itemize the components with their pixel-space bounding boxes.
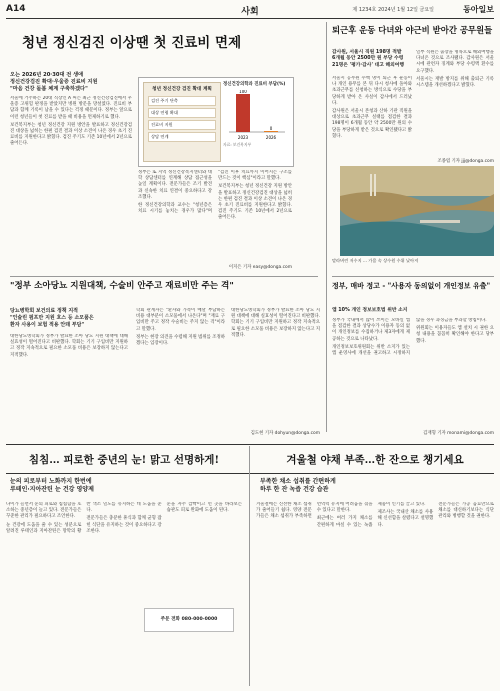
- paragraph: 정부가 국내에서 많이 쓰이는 모바일 앱을 점검한 결과 상당수가 이용자 동의 없이 개인정보를 수집하거나 제3자에게 제공하는 것으로 나타났다.: [332, 318, 410, 342]
- chart-value-label: 100: [239, 89, 247, 94]
- infographic-right-panel: [223, 82, 289, 160]
- ad-subhead: 하루 한 잔 녹즙 건강 습관: [260, 486, 329, 493]
- chart-title: 정신건강의학과 진료비 부담(%): [223, 82, 286, 87]
- quote-story-headline: "정부 소아당뇨 지원대책, 수술비 안주고 재료비만 주는 격": [10, 281, 234, 291]
- chart-source: 자료: 보건복지부: [223, 141, 252, 147]
- bar-chart: [223, 90, 289, 142]
- paragraph: 최근에는 여러 가지 채소를 간편하게 마실 수 있는 녹즙 제품이 인기를 끌고 있다.: [316, 502, 426, 528]
- news-photo: [340, 166, 494, 256]
- ad-subhead: 눈의 피로부터 노화까지 한번에: [10, 478, 92, 485]
- ad-subhead: 부족한 채소 섭취를 간편하게: [260, 478, 336, 485]
- left-story-subheads: [10, 72, 128, 93]
- subhead: 6개월 동안 2500만 원 부당 수령: [332, 56, 404, 62]
- infographic-item: 대상 연령 확대: [148, 108, 216, 118]
- infographic-item: 상담 연계: [148, 132, 216, 142]
- paragraph: 위원회는 이용자들도 앱 설치 시 권한 요청 내용을 꼼꼼히 확인해야 한다고 당부했다.: [416, 326, 494, 344]
- paragraph: 학회 관계자는 "환자와 가족이 매달 부담하는 비용 대부분이 소모품에서 나온다"며 "재료 구입비만 주고 정작 수술비는 주지 않는 격"이라고 말했다.: [136, 308, 225, 332]
- page-header: [6, 4, 494, 19]
- right-story-body-col1: [332, 76, 412, 162]
- right-lower-headline: 정부, 매바 정고 - "사용자 동의없이 개인정보 유출": [332, 281, 491, 290]
- paragraph: 서울시 공무원 수백 명이 퇴근 후 운동이나 개인 용무를 본 뒤 다시 청사에 돌아와 초과근무를 신청하는 방식으로 수당을 부당하게 받아 온 사실이 감사에서 드러났다.: [332, 76, 412, 106]
- left-story-byline: 이지은 기자 easy@donga.com: [228, 265, 292, 270]
- right-story-headline: 퇴근후 운동 다녀와 야근비 받아간 공무원들: [332, 25, 493, 35]
- date-line: 제 1234호 2024년 1월 12일 금요일: [352, 7, 434, 13]
- section-divider: [10, 276, 318, 277]
- subhead: "인슐린 펌프만 지원 호스 등 소모품은: [10, 314, 94, 321]
- quote-story-body-col2: [136, 308, 320, 428]
- paragraph: 서울에 거주하는 20대 직장인 A 씨는 최근 정신건강검진에서 우울증 고위험 판정을 받았지만 병원 방문을 망설였다. 진료비 부담과 함께 기록이 남을 수 있다는 걱정 때문이다. 정부는 앞으로 이런 청년들이 첫 진료를 받을 때 비용을 면제하기로 했다.: [10, 96, 132, 120]
- page-number: A14: [6, 4, 26, 14]
- paragraph: 전문가들은 가공 음료만으로 채소를 대신하기보다는 식단 관리와 병행할 것을 권한다.: [438, 502, 494, 520]
- paragraph: 나이가 들면서 눈의 피로와 침침함을 호소하는 중년층이 늘고 있다. 전문가들은 꾸준한 관리가 필요하다고 조언한다.: [6, 502, 82, 520]
- newspaper-brand: 동아일보: [463, 4, 494, 14]
- ad-right-body: [256, 502, 494, 685]
- right-lower-body: [332, 318, 494, 428]
- subhead: 정신건강검진 확대·우울증 진료비 지원: [10, 79, 98, 86]
- paragraph: 보건복지부는 청년 정신건강 지원 방안을 발표하고 정신건강검진 대상을 넓히는 한편 검진 결과 이상 소견이 나온 경우 초기 진료비를 지원한다고 밝혔다. 검진 주기도 기존 10년에서 2년으로 줄어든다.: [10, 122, 132, 147]
- chart-category-label: 2023: [237, 134, 249, 140]
- column-divider: [326, 22, 327, 432]
- ad-subhead: 루테인·지아잔틴 눈 건강 영양제: [10, 486, 94, 493]
- infographic-item: 검진 주기 단축: [148, 96, 216, 106]
- ad-left-subheads: [10, 478, 140, 494]
- chart-bar: [264, 131, 278, 132]
- infographic-left-title: 청년 정신건강 검진 확대 계획: [152, 87, 212, 92]
- paragraph: 눈 건강에 도움을 줄 수 있는 성분으로 알려진 루테인과 지아잔틴은 망막의 황반 색소 밀도를 유지하는 데 도움을 준다.: [6, 502, 162, 534]
- ad-divider: [249, 446, 250, 686]
- subhead: 환자 사용이 보험 적용 안돼 부담": [10, 321, 85, 328]
- section-name: 사회: [241, 7, 259, 17]
- ad-order-box[interactable]: [144, 608, 234, 632]
- paragraph: 보건복지부는 청년 정신건강 지원 방안을 발표하고 정신건강검진 대상을 넓히는 한편 검진 결과 이상 소견이 나온 경우 초기 진료비를 지원한다고 밝혔다. 검진 주기도 기존 10년에서 2년으로 줄어든다.: [218, 184, 292, 221]
- paragraph: 정부는 현장 의견을 수렴해 지원 범위를 조정하겠다는 입장이다.: [136, 334, 225, 347]
- right-lower-byline: 김재형 기자 monami@donga.com: [423, 431, 494, 436]
- paragraph: 개인정보보호위원회는 위반 소지가 있는 앱 운영사에 개선을 권고하고 시정하지 않을 경우 과징금을 부과할 방침이다.: [332, 318, 487, 357]
- ad-left-title: 침침… 피로한 중년의 눈! 맑고 선명하게!: [28, 454, 220, 466]
- left-story-headline: 청년 정신검진 이상땐 첫 진료비 면제: [22, 35, 242, 51]
- paragraph: 한 정신건강의학과 교수는 "청년층은 치료 시기를 놓치는 경우가 많다"며 "검진 이후 치료까지 이어지는 구조를 만드는 것이 핵심"이라고 말했다.: [138, 170, 292, 215]
- paragraph: 눈을 자주 깜빡이고 먼 곳을 바라보는 습관도 피로 완화에 도움이 된다.: [166, 502, 242, 514]
- right-story-byline: 조종엽 기자 jjj@donga.com: [437, 159, 494, 164]
- infographic-item: 진료비 지원: [148, 120, 216, 130]
- chart-bar: [236, 94, 250, 132]
- ad-left-body: [6, 502, 242, 685]
- ad-right-title: 겨울철 야채 부족…한 잔으로 챙기세요: [286, 454, 464, 466]
- reservoir-photo-image: [340, 166, 494, 256]
- subhead: 감사원, 서울시 직원 198명 적발: [332, 50, 402, 55]
- paragraph: 서울시는 재발 방지를 위해 출퇴근 기록 시스템을 개선하겠다고 밝혔다.: [416, 76, 494, 89]
- left-story-body-col2: [138, 170, 292, 262]
- paragraph: 감사원은 서울시 본청과 산하 기관 직원을 대상으로 초과근무 실태를 점검한 결과 198명이 6개월 동안 약 2500만 원의 수당을 부당하게 받은 것으로 확인됐다고 밝혔다.: [332, 109, 412, 139]
- ad-right-subheads: [260, 478, 410, 494]
- right-story-body-col2: [416, 50, 494, 162]
- ad-order-label: 주문 전화 080-000-0000: [160, 617, 218, 622]
- paragraph: 제조사는 국내산 채소를 사용해 신선함을 살렸다고 설명했다.: [377, 510, 434, 528]
- infographic-left-panel: [143, 82, 221, 162]
- quote-story-byline: 김도현 기자 dohyun@donga.com: [250, 431, 320, 436]
- paragraph: 전문가들은 충분한 휴식과 함께 균형 잡힌 식단을 유지하는 것이 중요하다고 강조한다.: [86, 516, 162, 534]
- paragraph: 대한당뇨병학회가 정부가 발표한 소아 당뇨 지원 대책에 대해 실효성이 떨어진다고 비판했다. 학회는 기기 구입비만 지원하고 정작 지속적으로 필요한 소모품 비용은 보장하지 않는다고 지적했다.: [231, 308, 320, 338]
- chart-value-label: 0: [269, 125, 273, 131]
- paragraph: 겨울철에는 신선한 채소 섭취가 줄어들기 쉽다. 영양 전문가들은 채소 섭취가 부족하면 면역력 유지에 어려움을 겪을 수 있다고 말한다.: [256, 502, 373, 520]
- paragraph: 일부 직원은 출장을 명목으로 해외여행을 다녀온 것으로 조사됐다. 감사원은 서울시에 관련자 징계와 부당 수령액 환수를 요구했다.: [416, 50, 494, 74]
- quote-story-subheads: [10, 308, 128, 328]
- paragraph: 대한당뇨병학회가 정부가 발표한 소아 당뇨 지원 대책에 대해 실효성이 떨어진다고 비판했다. 학회는 기기 구입비만 지원하고 정작 지속적으로 필요한 소모품 비용은 보장하지 않는다고 지적했다.: [10, 334, 128, 358]
- subhead: 21명은 '평가·감사' 대고 해외여행: [332, 62, 405, 68]
- quote-story-body-col1: [10, 334, 128, 434]
- chart-category-label: 2026: [265, 134, 277, 140]
- infographic: [138, 77, 294, 167]
- paragraph: 정부는 또 지역 정신건강복지센터와 대학 상담센터를 연계해 상담 접근성을 높일 계획이다. 전문가들은 조기 발견과 신속한 치료 연결이 중요하다고 강조했다.: [138, 170, 212, 200]
- subhead: 당뇨병학회 보건의료 정책 지적: [10, 308, 79, 314]
- subhead: "마음 건강 돌봄 체계 구축하겠다": [10, 86, 88, 93]
- subhead: 오는 2026년 20·30대 전 생애: [10, 72, 84, 78]
- photo-caption: 말라버린 저수지 ... 가뭄 속 상수원 수위 낮아져: [332, 258, 419, 263]
- section-divider: [332, 276, 494, 277]
- left-story-body-col1: [10, 96, 132, 262]
- right-lower-subhead: 앱 10% 개인 정보보호법 위반 소지: [332, 308, 408, 313]
